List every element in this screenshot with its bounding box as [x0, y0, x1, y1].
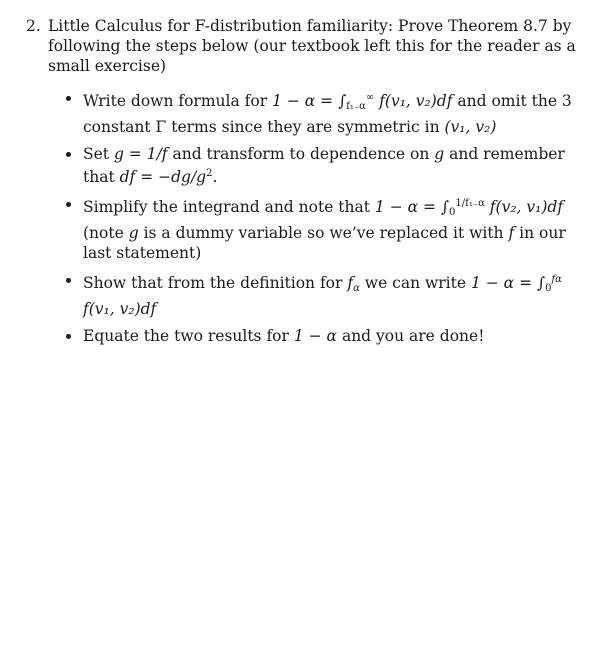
step-4-math: 1 − α = ∫ — [470, 274, 546, 292]
step-2-text-cont: and transform to dependence on — [167, 145, 435, 163]
step-4 — [64, 270, 591, 319]
step-5-text-end: and you are done! — [337, 327, 485, 345]
step-3-note-end: in our last statement) — [83, 224, 566, 262]
bullet-icon — [66, 278, 71, 283]
step-1-integrand: f(v₁, v₂)df — [374, 92, 453, 110]
step-3-note-cont: is a dummy variable so we’ve replaced it with — [138, 224, 509, 242]
step-3 — [64, 194, 591, 263]
step-3-math: 1 − α = ∫ — [374, 198, 450, 216]
problem-header — [26, 16, 591, 76]
bullet-icon — [66, 96, 71, 101]
step-2-exponent: 2 — [206, 168, 213, 179]
steps-list — [26, 88, 591, 346]
step-1-pair: (v₁, v₂) — [444, 118, 497, 136]
problem-number: 2. — [26, 17, 41, 35]
bullet-icon — [66, 152, 71, 157]
step-2-text: Set — [83, 145, 114, 163]
step-1-math: 1 − α = ∫ — [272, 92, 347, 110]
step-2-differential: df = −dg/g — [119, 168, 207, 186]
step-5-text: Equate the two results for — [83, 327, 294, 345]
step-2-variable: g — [434, 145, 445, 163]
step-4-integrand: f(v₁, v₂)df — [83, 300, 157, 318]
step-3-var-f: f — [508, 224, 515, 242]
step-4-text-cont: we can write — [359, 274, 471, 292]
step-3-var-g: g — [128, 224, 139, 242]
step-2-text-cont-2: and remember that — [83, 145, 565, 186]
page-edge — [0, 0, 610, 1]
problem-statement: Little Calculus for F-distribution familiarity: Prove Theorem 8.7 by following the steps below (our textbook left this for the reader as a small exercise) — [48, 17, 576, 75]
step-1-lower-limit: f₁₋α — [346, 101, 366, 112]
step-1 — [64, 88, 591, 137]
step-2-substitution: g = 1/f — [113, 145, 168, 163]
step-5-math: 1 − α — [293, 327, 338, 345]
step-4-f: f — [347, 274, 354, 292]
step-4-lower-limit: 0 — [545, 283, 552, 294]
step-3-lower-limit: 0 — [449, 207, 456, 218]
step-2 — [64, 144, 591, 187]
bullet-icon — [66, 334, 71, 339]
step-2-period: . — [212, 168, 218, 186]
step-1-text: Write down formula for — [83, 92, 273, 110]
step-5 — [64, 326, 591, 346]
step-1-text-cont: and omit the 3 constant Γ terms since they are symmetric in — [83, 92, 572, 136]
step-1-upper-limit: ∞ — [365, 92, 375, 103]
problem-2 — [26, 16, 591, 353]
bullet-icon — [66, 202, 71, 207]
step-4-upper-limit: fα — [551, 274, 562, 285]
step-4-alpha-sub: α — [353, 283, 360, 294]
step-4-text: Show that from the definition for — [83, 274, 348, 292]
step-3-integrand: f(v₂, v₁)df — [484, 198, 564, 216]
step-3-text: Simplify the integrand and note that — [83, 198, 375, 216]
step-3-note: (note — [83, 224, 129, 242]
step-3-upper-limit: 1/f₁₋α — [455, 198, 485, 209]
